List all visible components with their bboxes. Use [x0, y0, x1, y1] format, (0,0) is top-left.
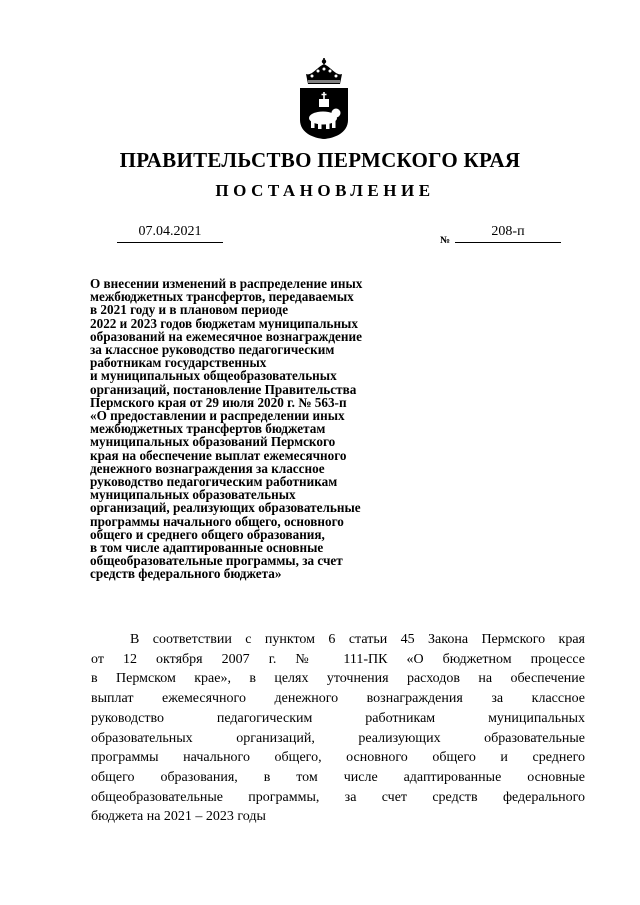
heading-line: «О предоставлении и распределении иных	[90, 408, 345, 424]
heading-line: межбюджетных трансфертов, передаваемых	[90, 289, 354, 305]
heading-line: организаций, реализующих образовательные	[90, 500, 361, 516]
body-line: общего образования, в том числе адаптированные основные	[91, 769, 585, 785]
document-type: ПОСТАНОВЛЕНИЕ	[215, 181, 435, 200]
heading-line: муниципальных образовательных	[90, 487, 296, 503]
heading-line: денежного вознаграждения за классное	[90, 460, 325, 476]
heading-line: в 2021 году и в плановом периоде	[90, 302, 289, 318]
body-line: программы начального общего, основного общего и среднего	[91, 750, 585, 766]
heading-line: программы начального общего, основного	[90, 513, 344, 529]
body-line: бюджета на 2021 – 2023 годы	[91, 809, 266, 825]
heading-line: руководство педагогическим работникам	[90, 474, 338, 490]
heading-line: и муниципальных общеобразовательных	[90, 368, 337, 384]
body-line: общеобразовательные программы, за счет средств федерального	[91, 789, 585, 805]
body-line: от 12 октября 2007 г. № 111-ПК «О бюджетном процессе	[91, 651, 585, 667]
heading-line: межбюджетных трансфертов бюджетам	[90, 421, 326, 437]
heading-line: за классное руководство педагогическим	[90, 342, 335, 358]
body-line: выплат ежемесячного денежного вознаграждения за классное	[91, 691, 585, 707]
document-date: 07.04.2021	[117, 224, 223, 243]
document-number: 208-п	[455, 224, 561, 243]
heading-line: 2022 и 2023 годов бюджетам муниципальных	[90, 315, 358, 331]
body-paragraph	[91, 630, 585, 827]
perm-krai-coat-of-arms-icon	[296, 58, 352, 140]
heading-line: муниципальных образований Пермского	[90, 434, 336, 450]
heading-line: Пермского края от 29 июля 2020 г. № 563-п	[90, 394, 347, 410]
number-label: №	[440, 235, 451, 246]
document-heading	[90, 277, 420, 581]
heading-line: в том числе адаптированные основные	[90, 540, 324, 556]
crown-icon	[306, 58, 342, 84]
government-title: ПРАВИТЕЛЬСТВО ПЕРМСКОГО КРАЯ	[119, 148, 521, 172]
heading-line: работникам государственных	[90, 355, 267, 371]
heading-line: общего и среднего общего образования,	[90, 526, 325, 542]
body-line: В соответствии с пунктом 6 статьи 45 Закона Пермского края	[130, 632, 585, 647]
heading-line: О внесении изменений в распределение иных	[90, 276, 363, 291]
heading-line: организаций, постановление Правительства	[90, 381, 357, 397]
heading-line: средств федерального бюджета»	[90, 566, 282, 582]
body-line: руководство педагогическим работникам муниципальных	[91, 710, 585, 726]
body-line: образовательных организаций, реализующих образовательные	[91, 730, 585, 746]
heading-line: общеобразовательные программы, за счет	[90, 553, 343, 569]
body-line: в Пермском крае», в целях уточнения расходов на обеспечение	[91, 671, 585, 687]
heading-line: образований на ежемесячное вознаграждение	[90, 328, 362, 344]
heading-line: края на обеспечение выплат ежемесячного	[90, 447, 347, 463]
